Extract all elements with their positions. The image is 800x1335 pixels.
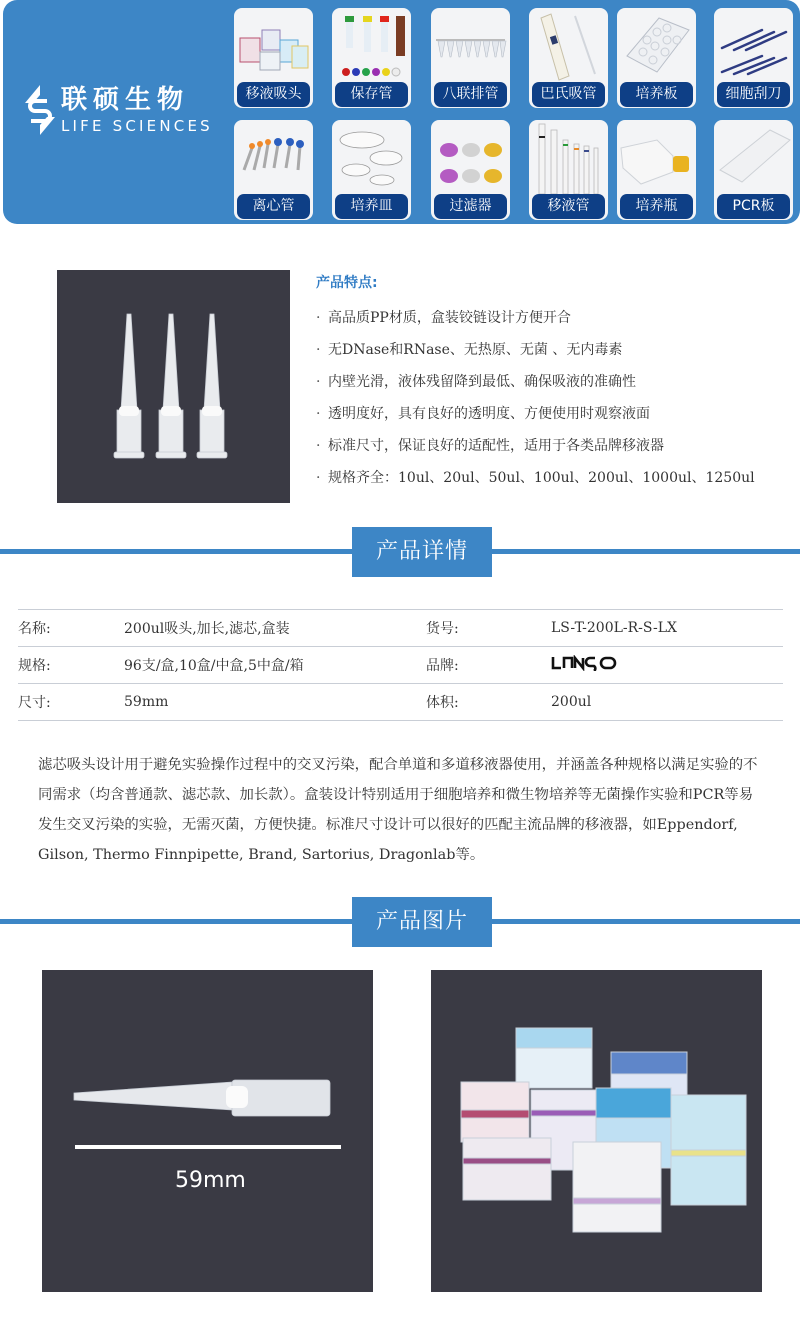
spec-key: 尺寸: xyxy=(18,695,51,711)
category-label: 八联排管 xyxy=(434,82,507,107)
category-label: 保存管 xyxy=(335,82,408,107)
category-label: 移液管 xyxy=(532,194,605,219)
spec-value: 96支/盒,10盒/中盒,5中盒/箱 xyxy=(124,658,304,674)
cell-strainer-icon xyxy=(431,120,510,196)
feature-item: · 无DNase和RNase、无热原、无菌 、无内毒素 xyxy=(316,342,623,358)
feature-item: · 标准尺寸，保证良好的适配性，适用于各类品牌移液器 xyxy=(316,438,664,454)
pipette-tip-boxes-icon xyxy=(234,8,313,84)
8-strip-tubes-icon xyxy=(431,8,510,84)
spec-value: 59mm xyxy=(124,694,169,710)
table-row xyxy=(18,684,783,721)
category-label: 移液吸头 xyxy=(237,82,310,107)
feature-item: · 高品质PP材质，盒装铰链设计方便开合 xyxy=(316,310,571,326)
spec-key: 货号: xyxy=(426,621,459,637)
spec-key: 体积: xyxy=(426,695,459,711)
category-tile-culture-plate[interactable] xyxy=(617,8,696,108)
category-tile-cell-strainer[interactable] xyxy=(431,120,510,220)
category-tile-pcr-plate[interactable] xyxy=(714,120,793,220)
cell-scraper-icon xyxy=(714,8,793,84)
product-description: 滤芯吸头设计用于避免实验操作过程中的交叉污染，配合单道和多道移液器使用，并涵盖各种规格以满足实验的不同需求（均含普通款、滤芯款、加长款）。盒装设计特别适用于细胞培养和微生物培养等无菌操作实验和PCR等易发生交叉污染的实验，无需灭菌，方便快捷。标准尺寸设计可以很好的匹配主流品牌的移液器，如Eppendorf, Gilson, Thermo Finnpipette, Brand, Sartorius, Dragonlab等。 xyxy=(38,757,758,863)
spec-key: 名称: xyxy=(18,621,51,637)
category-label: 培养板 xyxy=(620,82,693,107)
feature-item: · 透明度好，具有良好的透明度、方便使用时观察液面 xyxy=(316,406,650,422)
brand-value xyxy=(551,655,783,675)
category-label: 巴氏吸管 xyxy=(532,82,605,107)
pasteur-pipette-icon xyxy=(529,8,608,84)
category-label: PCR板 xyxy=(717,194,790,219)
spec-key: 品牌: xyxy=(426,658,459,674)
product-photo-boxes xyxy=(431,970,762,1292)
category-tile-cell-scraper[interactable] xyxy=(714,8,793,108)
category-tile-storage-tubes[interactable] xyxy=(332,8,411,108)
category-tile-petri-dish[interactable] xyxy=(332,120,411,220)
product-features xyxy=(316,272,755,494)
storage-tubes-icon xyxy=(332,8,411,84)
brand-logo[interactable] xyxy=(25,85,213,135)
category-tile-culture-flask[interactable] xyxy=(617,120,696,220)
section-title: 产品详情 xyxy=(352,527,492,577)
features-title: 产品特点: xyxy=(316,275,378,291)
category-tile-serological-pipette[interactable] xyxy=(529,120,608,220)
spec-value: 200ul xyxy=(551,694,592,710)
category-tile-8-strip-tubes[interactable] xyxy=(431,8,510,108)
lianshuo-logo-icon xyxy=(25,85,55,135)
spec-value: LS-T-200L-R-S-LX xyxy=(551,620,678,636)
culture-plate-icon xyxy=(617,8,696,84)
centrifuge-tubes-icon xyxy=(234,120,313,196)
pipette-tips-image xyxy=(57,270,290,503)
category-label: 过滤器 xyxy=(434,194,507,219)
pipette-tip-length-image xyxy=(42,970,373,1292)
feature-item: · 内壁光滑，液体残留降到最低、确保吸液的准确性 xyxy=(316,374,636,390)
category-label: 细胞刮刀 xyxy=(717,82,790,107)
spec-table xyxy=(18,609,783,721)
pcr-plate-icon xyxy=(714,120,793,196)
category-label: 培养瓶 xyxy=(620,194,693,219)
lanso-brand-logo-icon xyxy=(551,655,617,671)
product-photo-length xyxy=(42,970,373,1292)
petri-dish-icon xyxy=(332,120,411,196)
category-tile-centrifuge-tubes[interactable] xyxy=(234,120,313,220)
category-tile-pipette-tips[interactable] xyxy=(234,8,313,108)
category-label: 培养皿 xyxy=(335,194,408,219)
category-tile-pasteur-pipette[interactable] xyxy=(529,8,608,108)
product-photo-tips xyxy=(57,270,290,503)
table-row xyxy=(18,610,783,647)
length-caption: 59mm xyxy=(175,1168,246,1193)
brand-name-en: LIFE SCIENCES xyxy=(61,116,213,135)
brand-name-cn: 联硕生物 xyxy=(61,84,190,115)
serological-pipette-icon xyxy=(529,120,608,196)
table-row xyxy=(18,647,783,684)
section-header-pictures xyxy=(0,897,800,947)
spec-value: 200ul吸头,加长,滤芯,盒装 xyxy=(124,621,290,637)
culture-flask-icon xyxy=(617,120,696,196)
category-banner xyxy=(3,0,800,224)
section-header-details xyxy=(0,527,800,577)
spec-key: 规格: xyxy=(18,658,51,674)
category-label: 离心管 xyxy=(237,194,310,219)
feature-item: · 规格齐全：10ul、20ul、50ul、100ul、200ul、1000ul、1250ul xyxy=(316,470,755,486)
section-title: 产品图片 xyxy=(352,897,492,947)
tip-boxes-image xyxy=(431,970,762,1292)
